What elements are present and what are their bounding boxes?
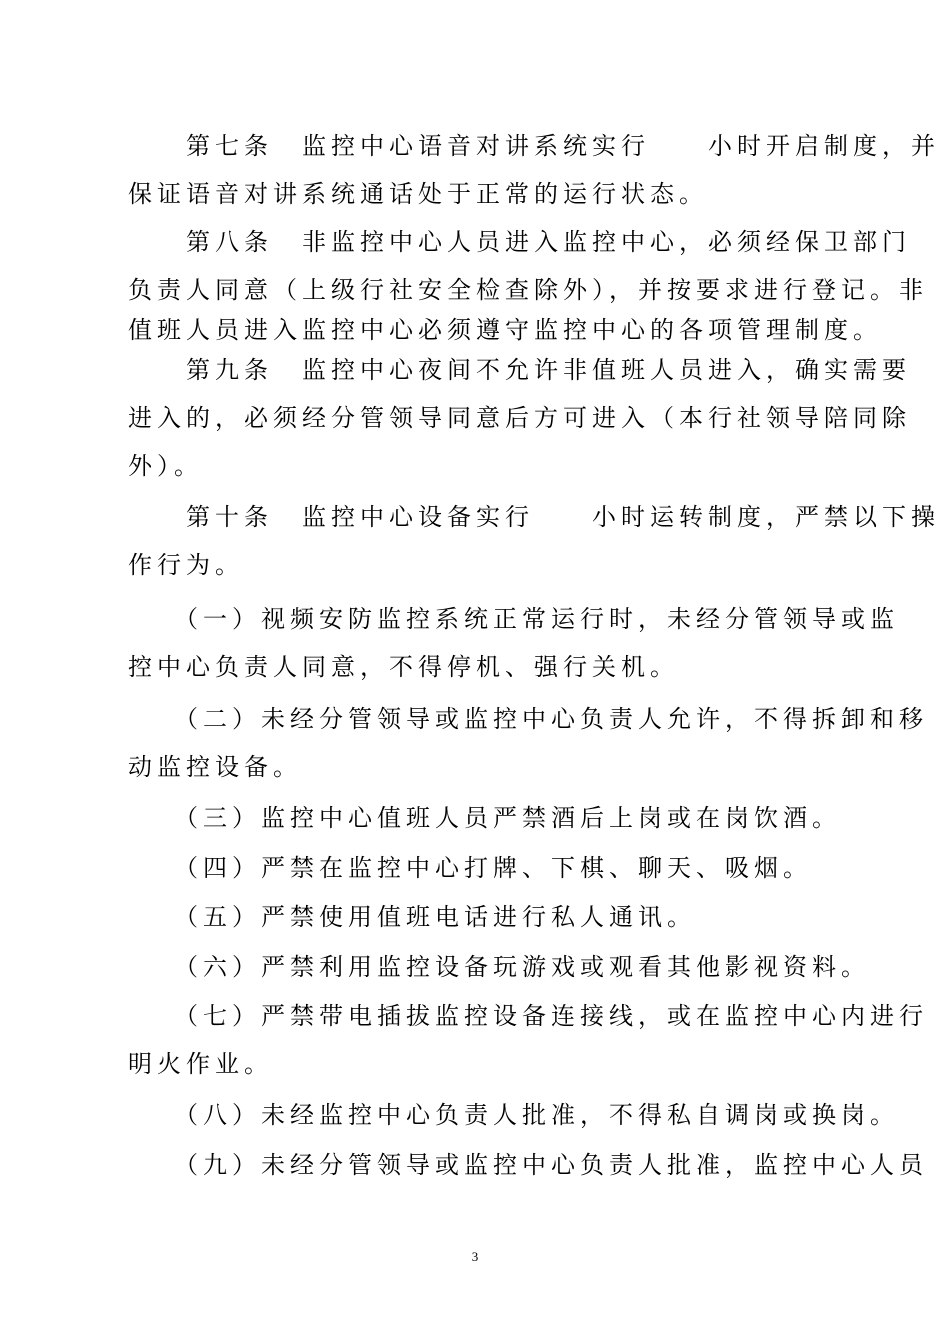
item-1-line-2: 控中心负责人同意，不得停机、强行关机。 xyxy=(128,653,679,681)
item-1-line-1: （一）视频安防监控系统正常运行时，未经分管领导或监 xyxy=(128,605,899,633)
item-4: （四）严禁在监控中心打牌、下棋、聊天、吸烟。 xyxy=(128,854,812,882)
article-8-line-2: 负责人同意（上级行社安全检查除外），并按要求进行登记。非 xyxy=(128,276,928,304)
article-9-line-3: 外）。 xyxy=(128,452,203,480)
item-2-line-1: （二）未经分管领导或监控中心负责人允许，不得拆卸和移 xyxy=(128,705,928,733)
item-7-line-1: （七）严禁带电插拔监控设备连接线，或在监控中心内进行 xyxy=(128,1002,928,1030)
item-6: （六）严禁利用监控设备玩游戏或观看其他影视资料。 xyxy=(128,953,870,981)
item-8: （八）未经监控中心负责人批准，不得私自调岗或换岗。 xyxy=(128,1101,899,1129)
item-9-line-1: （九）未经分管领导或监控中心负责人批准，监控中心人员 xyxy=(128,1151,928,1179)
article-9-line-1: 第九条 监控中心夜间不允许非值班人员进入，确实需要 xyxy=(128,356,911,384)
item-2-line-2: 动监控设备。 xyxy=(128,753,302,781)
article-10-line-2: 作行为。 xyxy=(128,551,244,579)
article-8-line-1: 第八条 非监控中心人员进入监控中心，必须经保卫部门 xyxy=(128,228,911,256)
item-7-line-2: 明火作业。 xyxy=(128,1050,273,1078)
article-7-line-2: 保证语音对讲系统通话处于正常的运行状态。 xyxy=(128,180,708,208)
page-number: 3 xyxy=(471,1249,479,1264)
article-10-line-1: 第十条 监控中心设备实行 小时运转制度，严禁以下操 xyxy=(128,503,940,531)
article-7-line-1: 第七条 监控中心语音对讲系统实行 小时开启制度，并 xyxy=(128,132,940,160)
item-3: （三）监控中心值班人员严禁酒后上岗或在岗饮酒。 xyxy=(128,804,841,832)
item-5: （五）严禁使用值班电话进行私人通讯。 xyxy=(128,903,696,931)
article-9-line-2: 进入的，必须经分管领导同意后方可进入（本行社领导陪同除 xyxy=(128,404,911,432)
article-8-line-3: 值班人员进入监控中心必须遵守监控中心的各项管理制度。 xyxy=(128,316,882,344)
